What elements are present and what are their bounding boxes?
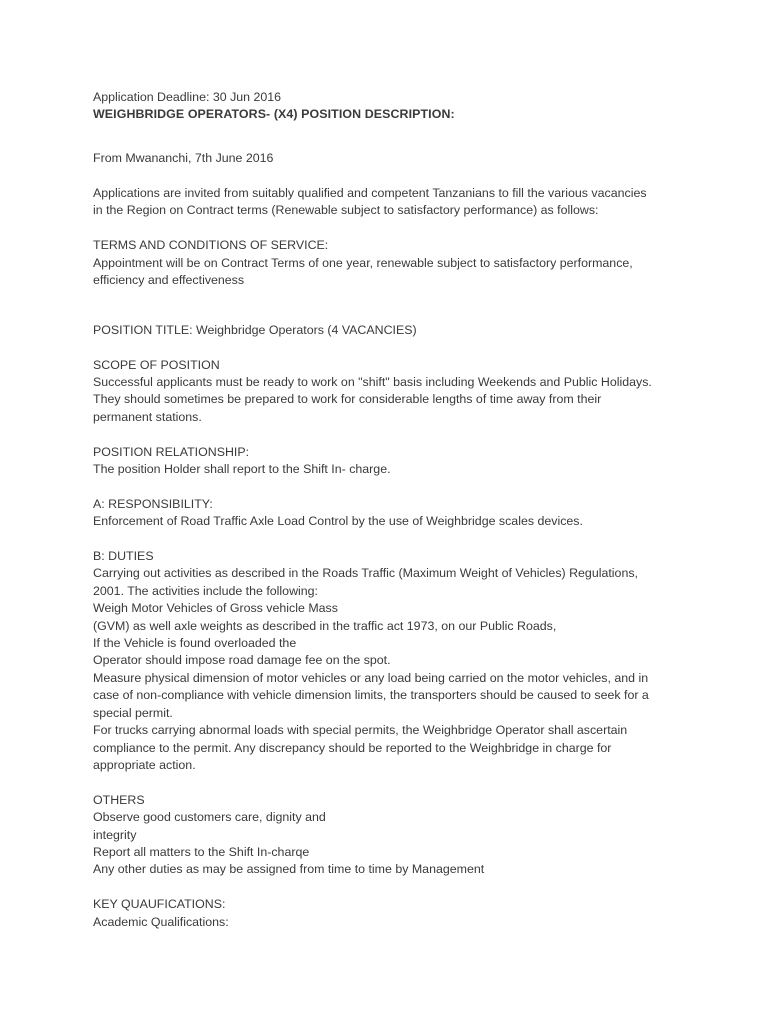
terms-line: efficiency and effectiveness	[93, 273, 245, 288]
intro-line: Applications are invited from suitably qualified and competent Tanzanians to fill the various vacancies	[93, 186, 647, 200]
spacer	[93, 774, 693, 791]
spacer	[93, 307, 693, 322]
duties-line: For trucks carrying abnormal loads with special permits, the Weighbridge Operator shall ascertain	[93, 723, 628, 738]
duties-line: Weigh Motor Vehicles of Gross vehicle Mass	[93, 601, 338, 616]
section-heading-relationship: POSITION RELATIONSHIP:	[93, 444, 250, 459]
intro-line: in the Region on Contract terms (Renewable subject to satisfactory performance) as follows:	[93, 203, 599, 218]
section-heading-terms: TERMS AND CONDITIONS OF SERVICE:	[93, 238, 329, 253]
others-line: Any other duties as may be assigned from time to time by Management	[93, 862, 485, 877]
spacer	[93, 289, 693, 306]
terms-line: Appointment will be on Contract Terms of one year, renewable subject to satisfactory performance,	[93, 255, 633, 270]
spacer	[93, 124, 693, 141]
source-line: From Mwananchi, 7th June 2016	[93, 151, 274, 166]
duties-line: appropriate action.	[93, 757, 196, 772]
spacer	[93, 478, 693, 495]
duties-line: Carrying out activities as described in the Roads Traffic (Maximum Weight of Vehicles) Regulations,	[93, 566, 638, 581]
application-deadline: Application Deadline: 30 Jun 2016	[93, 90, 282, 104]
spacer	[93, 426, 693, 443]
section-heading-responsibility: A: RESPONSIBILITY:	[93, 496, 213, 511]
duties-line: compliance to the permit. Any discrepancy should be reported to the Weighbridge in charge for	[93, 740, 612, 755]
responsibility-line: Enforcement of Road Traffic Axle Load Control by the use of Weighbridge scales devices.	[93, 514, 583, 529]
duties-line: special permit.	[93, 705, 173, 720]
spacer	[93, 879, 693, 896]
others-line: Report all matters to the Shift In-charqe	[93, 844, 310, 859]
spacer	[93, 339, 693, 356]
section-heading-duties: B: DUTIES	[93, 549, 154, 564]
position-title: POSITION TITLE: Weighbridge Operators (4 VACANCIES)	[93, 322, 417, 337]
spacer	[93, 531, 693, 548]
spacer	[93, 168, 693, 185]
relationship-line: The position Holder shall report to the Shift In- charge.	[93, 462, 391, 477]
duties-line: Measure physical dimension of motor vehicles or any load being carried on the motor vehicles, and in	[93, 670, 649, 685]
scope-line: They should sometimes be prepared to work for considerable lengths of time away from their	[93, 392, 602, 407]
spacer	[93, 141, 693, 150]
duties-line: case of non-compliance with vehicle dimension limits, the transporters should be caused to seek for a	[93, 688, 649, 703]
duties-line: 2001. The activities include the following:	[93, 583, 319, 598]
scope-line: permanent stations.	[93, 409, 202, 424]
document-page	[93, 89, 693, 931]
qualifications-line: Academic Qualifications:	[93, 914, 229, 929]
duties-line: (GVM) as well axle weights as described in the traffic act 1973, on our Public Roads,	[93, 618, 557, 633]
spacer	[93, 220, 693, 237]
section-heading-scope: SCOPE OF POSITION	[93, 357, 220, 372]
duties-line: If the Vehicle is found overloaded the	[93, 636, 297, 651]
others-line: Observe good customers care, dignity and	[93, 810, 326, 825]
scope-line: Successful applicants must be ready to work on "shift" basis including Weekends and Public Holidays.	[93, 375, 652, 390]
duties-line: Operator should impose road damage fee on the spot.	[93, 653, 391, 668]
section-heading-qualifications: KEY QUAUFICATIONS:	[93, 897, 226, 912]
others-line: integrity	[93, 827, 137, 842]
document-title: WEIGHBRIDGE OPERATORS- (X4) POSITION DESCRIPTION:	[93, 107, 455, 122]
section-heading-others: OTHERS	[93, 792, 145, 807]
